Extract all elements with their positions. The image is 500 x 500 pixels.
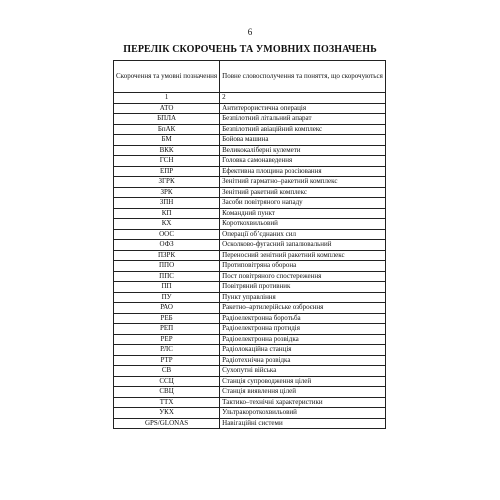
table-row <box>114 187 386 198</box>
description-cell: Сухопутні війська <box>220 366 386 377</box>
column-number-row <box>114 93 386 104</box>
description-cell: Командний пункт <box>220 208 386 219</box>
description-cell: Станція супроводження цілей <box>220 376 386 387</box>
table-row <box>114 156 386 167</box>
abbreviation-cell: ТТХ <box>114 397 220 408</box>
table-row <box>114 229 386 240</box>
table-row <box>114 292 386 303</box>
abbreviation-cell: ООС <box>114 229 220 240</box>
description-cell: Зенітний ракетний комплекс <box>220 187 386 198</box>
description-cell: Великокаліберні кулемети <box>220 145 386 156</box>
table-row <box>114 145 386 156</box>
description-cell: Головка самонаведення <box>220 156 386 167</box>
abbreviation-cell: ОФЗ <box>114 240 220 251</box>
abbreviation-cell: ГСН <box>114 156 220 167</box>
abbreviation-cell: ВКК <box>114 145 220 156</box>
description-cell: Тактико–технічні характеристики <box>220 397 386 408</box>
description-cell: Станція виявлення цілей <box>220 387 386 398</box>
abbreviation-cell: КП <box>114 208 220 219</box>
abbreviation-cell: БПЛА <box>114 114 220 125</box>
table-row <box>114 208 386 219</box>
table-row <box>114 303 386 314</box>
table-row <box>114 418 386 429</box>
table-row <box>114 397 386 408</box>
page-number: 6 <box>247 27 253 37</box>
table-row <box>114 334 386 345</box>
abbreviation-cell: РЕП <box>114 324 220 335</box>
description-cell: Радіоелектронна розвідка <box>220 334 386 345</box>
abbreviations-table <box>113 60 386 429</box>
description-cell: Безпілотний авіаційний комплекс <box>220 124 386 135</box>
abbreviation-cell: СВЦ <box>114 387 220 398</box>
abbreviation-cell: БМ <box>114 135 220 146</box>
description-cell: Радіоелектронна протидія <box>220 324 386 335</box>
abbreviation-cell: ССЦ <box>114 376 220 387</box>
description-cell: Радіотехнічна розвідка <box>220 355 386 366</box>
abbreviation-cell: РТР <box>114 355 220 366</box>
description-cell: Операції об’єднаних сил <box>220 229 386 240</box>
abbreviation-cell: ЗГРК <box>114 177 220 188</box>
table-row <box>114 250 386 261</box>
description-cell: Осколково-фугасний запалювальний <box>220 240 386 251</box>
table-row <box>114 198 386 209</box>
table-row <box>114 114 386 125</box>
table-row <box>114 313 386 324</box>
table-row <box>114 408 386 419</box>
description-cell: Протиповітряна оборона <box>220 261 386 272</box>
table-row <box>114 376 386 387</box>
description-cell: Ракетно–артилерійське озброєння <box>220 303 386 314</box>
abbreviation-cell: ППО <box>114 261 220 272</box>
header-description: Повне словосполучення та поняття, що скорочуються <box>220 61 386 93</box>
table-row <box>114 219 386 230</box>
abbreviation-cell: ПЗРК <box>114 250 220 261</box>
abbreviation-cell: СВ <box>114 366 220 377</box>
description-cell: Переносний зенітний ракетний комплекс <box>220 250 386 261</box>
description-cell: Радіоелектронна боротьба <box>220 313 386 324</box>
abbreviation-cell: РЕБ <box>114 313 220 324</box>
abbreviation-cell: РЛС <box>114 345 220 356</box>
page-title: ПЕРЕЛІК СКОРОЧЕНЬ ТА УМОВНИХ ПОЗНАЧЕНЬ <box>123 44 377 55</box>
table-row <box>114 366 386 377</box>
description-cell: Зенітний гарматно–ракетний комплекс <box>220 177 386 188</box>
table-row <box>114 324 386 335</box>
table-row <box>114 261 386 272</box>
abbreviation-cell: РЕР <box>114 334 220 345</box>
abbreviation-cell: ПУ <box>114 292 220 303</box>
column-number: 1 <box>114 93 220 104</box>
description-cell: Навігаційні системи <box>220 418 386 429</box>
abbreviation-cell: ППС <box>114 271 220 282</box>
abbreviation-cell: УКХ <box>114 408 220 419</box>
table-row <box>114 282 386 293</box>
table-row <box>114 271 386 282</box>
description-cell: Ефективна площина розсіювання <box>220 166 386 177</box>
table-row <box>114 177 386 188</box>
description-cell: Пункт управління <box>220 292 386 303</box>
description-cell: Повітряний противник <box>220 282 386 293</box>
abbreviation-cell: АТО <box>114 103 220 114</box>
table-header-row <box>114 61 386 93</box>
table-body <box>114 93 386 429</box>
table-row <box>114 135 386 146</box>
description-cell: Короткохвильовий <box>220 219 386 230</box>
description-cell: Антитерористична операція <box>220 103 386 114</box>
table-row <box>114 387 386 398</box>
description-cell: Ультракороткохвильовий <box>220 408 386 419</box>
abbreviation-cell: БпАК <box>114 124 220 135</box>
header-abbreviation: Скорочення та умовні позначення <box>114 61 220 93</box>
abbreviation-cell: GPS/GLONAS <box>114 418 220 429</box>
description-cell: Радіолокаційна станція <box>220 345 386 356</box>
description-cell: Пост повітряного спостереження <box>220 271 386 282</box>
column-number: 2 <box>220 93 386 104</box>
abbreviation-cell: ЗРК <box>114 187 220 198</box>
table-row <box>114 240 386 251</box>
table-row <box>114 355 386 366</box>
table-row <box>114 166 386 177</box>
abbreviation-cell: ЕПР <box>114 166 220 177</box>
abbreviation-cell: ПП <box>114 282 220 293</box>
description-cell: Бойова машина <box>220 135 386 146</box>
abbreviation-cell: РАО <box>114 303 220 314</box>
description-cell: Засоби повітряного нападу <box>220 198 386 209</box>
description-cell: Безпілотний літальний апарат <box>220 114 386 125</box>
table-row <box>114 124 386 135</box>
abbreviation-cell: КХ <box>114 219 220 230</box>
table-row <box>114 103 386 114</box>
abbreviation-cell: ЗПН <box>114 198 220 209</box>
table-row <box>114 345 386 356</box>
